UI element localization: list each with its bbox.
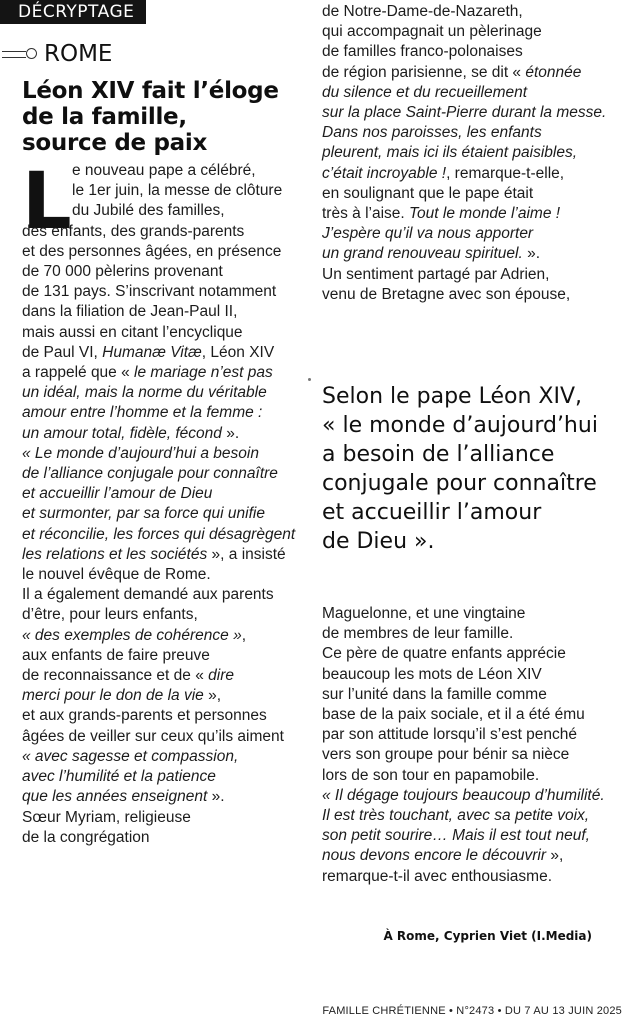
italic-run: étonnée <box>525 63 582 81</box>
headline-line: Léon XIV fait l’éloge <box>22 78 279 104</box>
text-line <box>22 747 312 767</box>
text-run: de Paul VI, <box>22 343 103 361</box>
drop-cap: L <box>22 157 72 247</box>
text-line <box>322 685 618 705</box>
text-run: de région parisienne, se dit « <box>322 63 526 81</box>
italic-run: amour entre l’homme et la femme : <box>22 404 263 422</box>
page-footer: FAMILLE CHRÉTIENNE • N°2473 • DU 7 AU 13 JUIN 2025 <box>322 1005 622 1017</box>
italic-run: Tout le monde l’aime ! <box>409 205 561 223</box>
text-line <box>322 244 618 264</box>
text-line <box>22 767 312 787</box>
text-line <box>322 826 618 846</box>
text-line <box>322 644 618 664</box>
text-line <box>322 63 618 83</box>
italic-run: « Le monde d’aujourd’hui a besoin <box>22 444 259 462</box>
text-line <box>322 204 618 224</box>
text-line <box>322 766 618 786</box>
pull-quote-line: a besoin de l’alliance <box>322 442 555 467</box>
headline-line: source de paix <box>22 130 208 156</box>
text-line <box>322 42 618 62</box>
text-line <box>22 464 312 484</box>
text-line <box>322 867 618 887</box>
text-run: dans la filiation de Jean-Paul II, <box>22 303 238 321</box>
byline: À Rome, Cyprien Viet (I.Media) <box>383 929 592 943</box>
italic-run: de l’alliance conjugale pour connaître <box>22 465 278 483</box>
italic-run: le mariage n’est pas <box>134 364 273 382</box>
italic-run: Humanæ Vitæ <box>102 343 202 361</box>
text-run: très à l’aise. <box>322 205 410 223</box>
text-run: remarque-t-il avec enthousiasme. <box>322 867 553 885</box>
text-run: qui accompagnait un pèlerinage <box>322 23 542 41</box>
text-run: lors de son tour en papamobile. <box>322 766 540 784</box>
text-run: âgées de veiller sur ceux qu’ils aiment <box>22 727 284 745</box>
pull-quote-line: de Dieu ». <box>322 529 435 554</box>
text-run: », a insisté <box>207 545 286 563</box>
text-run: sur l’unité dans la famille comme <box>322 685 547 703</box>
text-run: le 1er juin, la messe de clôture <box>72 182 283 200</box>
text-run: Un sentiment partagé par Adrien, <box>322 265 550 283</box>
text-line <box>22 424 312 444</box>
text-line <box>322 786 618 806</box>
pull-quote <box>322 382 618 556</box>
text-line <box>322 806 618 826</box>
italic-run: J’espère qu’il va nous apporter <box>322 225 534 243</box>
text-run: et aux grands-parents et personnes <box>22 707 267 725</box>
italic-run: c’était incroyable ! <box>322 164 447 182</box>
text-run: Sœur Myriam, religieuse <box>22 808 191 826</box>
pull-quote-line: « le monde d’aujourd’hui <box>322 413 598 438</box>
italic-run: et réconcilie, les forces qui désagrègent <box>22 525 296 543</box>
pull-quote-line: conjugale pour connaître <box>322 471 597 496</box>
italic-run: que les années enseignent <box>22 788 208 806</box>
text-run: », <box>203 687 222 705</box>
pull-quote-line: Selon le pape Léon XIV, <box>322 384 582 409</box>
text-run: ». <box>207 788 225 806</box>
text-line <box>22 706 312 726</box>
text-line <box>322 604 618 624</box>
text-line <box>22 787 312 807</box>
text-line <box>322 624 618 644</box>
text-line <box>22 727 312 747</box>
italic-run: avec l’humilité et la patience <box>22 768 216 786</box>
text-line <box>22 383 312 403</box>
text-run: base de la paix sociale, et il a été ému <box>322 706 585 724</box>
text-run: de la congrégation <box>22 828 150 846</box>
right-column-top <box>322 2 618 305</box>
text-line <box>22 626 312 646</box>
text-line <box>22 504 312 524</box>
italic-run: un amour total, fidèle, fécond <box>22 424 222 442</box>
text-run: aux enfants de faire preuve <box>22 646 210 664</box>
text-run: Ce père de quatre enfants apprécie <box>322 645 566 663</box>
text-run: , Léon XIV <box>201 343 275 361</box>
text-line <box>22 646 312 666</box>
text-run: d’être, pour leurs enfants, <box>22 606 198 624</box>
text-line <box>22 161 312 181</box>
text-run: par son attitude lorsqu’il s’est penché <box>322 726 578 744</box>
text-line <box>22 302 312 322</box>
text-run: , remarque-t-elle, <box>446 164 565 182</box>
text-line <box>22 201 312 221</box>
italic-run: « avec sagesse et compassion, <box>22 747 239 765</box>
text-run: de Notre-Dame-de-Nazareth, <box>322 3 523 20</box>
italic-run: Dans nos paroisses, les enfants <box>322 124 542 142</box>
italic-run: un grand renouveau spirituel. <box>322 245 523 263</box>
text-line <box>22 585 312 605</box>
text-line <box>322 745 618 765</box>
text-line <box>22 403 312 423</box>
section-tag: DÉCRYPTAGE <box>0 0 146 24</box>
text-run: de reconnaissance et de « <box>22 667 209 685</box>
text-line <box>322 123 618 143</box>
text-line <box>22 565 312 585</box>
text-line <box>322 143 618 163</box>
italic-run: pleurent, mais ici ils étaient paisibles, <box>322 144 578 162</box>
rubric-text: ROME <box>44 41 113 67</box>
text-run: du Jubilé des familles, <box>72 202 225 220</box>
italic-run: nous devons encore le découvrir <box>322 847 547 865</box>
italic-run: les relations et les sociétés <box>22 545 208 563</box>
text-line <box>322 705 618 725</box>
text-line <box>22 605 312 625</box>
text-line <box>22 363 312 383</box>
text-run: , <box>241 626 247 644</box>
text-line <box>22 444 312 464</box>
print-speck <box>308 378 311 381</box>
text-run: ». <box>522 245 541 263</box>
text-line <box>322 224 618 244</box>
text-run: de 131 pays. S’inscrivant notamment <box>22 283 277 301</box>
text-run: e nouveau pape a célébré, <box>72 162 256 179</box>
headline <box>22 78 322 156</box>
italic-run: et surmonter, par sa force qui unifie <box>22 505 265 523</box>
rubric-arrow-icon <box>2 47 38 61</box>
italic-run: dire <box>208 667 234 685</box>
text-line <box>322 665 618 685</box>
text-run: des enfants, des grands-parents <box>22 222 245 240</box>
text-line <box>322 103 618 123</box>
text-run: de membres de leur famille. <box>322 625 514 643</box>
text-line <box>322 2 618 22</box>
italic-run: Il est très touchant, avec sa petite voix, <box>322 807 590 825</box>
text-line <box>22 323 312 343</box>
text-line <box>322 265 618 285</box>
italic-run: un idéal, mais la norme du véritable <box>22 384 267 402</box>
italic-run: « Il dégage toujours beaucoup d’humilité. <box>322 786 605 804</box>
text-line <box>322 184 618 204</box>
text-run: a rappelé que « <box>22 364 135 382</box>
italic-run: du silence et du recueillement <box>322 83 528 101</box>
text-line <box>22 545 312 565</box>
rubric-label <box>2 40 112 68</box>
text-run: beaucoup les mots de Léon XIV <box>322 665 542 683</box>
headline-line: de la famille, <box>22 104 187 130</box>
left-column <box>22 157 312 848</box>
italic-run: son petit sourire… Mais il est tout neuf, <box>322 827 590 845</box>
text-line <box>22 343 312 363</box>
text-run: Maguelonne, et une vingtaine <box>322 605 526 622</box>
text-run: de 70 000 pèlerins provenant <box>22 263 223 281</box>
text-run: le nouvel évêque de Rome. <box>22 566 211 584</box>
text-line <box>22 282 312 302</box>
text-run: », <box>546 847 564 865</box>
text-run: mais aussi en citant l’encyclique <box>22 323 243 341</box>
text-line <box>22 181 312 201</box>
italic-run: « des exemples de cohérence » <box>22 626 242 644</box>
right-column-bottom <box>322 604 618 887</box>
text-run: venu de Bretagne avec son épouse, <box>322 285 571 303</box>
text-line <box>22 484 312 504</box>
text-run: en soulignant que le pape était <box>322 184 534 202</box>
pull-quote-line: et accueillir l’amour <box>322 500 542 525</box>
text-run: ». <box>221 424 240 442</box>
text-line <box>322 164 618 184</box>
text-line <box>22 808 312 828</box>
text-line <box>22 686 312 706</box>
text-line <box>322 285 618 305</box>
text-line <box>322 22 618 42</box>
text-run: vers son groupe pour bénir sa nièce <box>322 746 570 764</box>
text-run: de familles franco-polonaises <box>322 43 523 61</box>
italic-run: sur la place Saint-Pierre durant la messe. <box>322 104 607 122</box>
italic-run: et accueillir l’amour de Dieu <box>22 485 213 503</box>
text-line <box>322 83 618 103</box>
text-line <box>322 725 618 745</box>
italic-run: merci pour le don de la vie <box>22 687 204 705</box>
text-run: Il a également demandé aux parents <box>22 586 274 604</box>
text-line <box>322 846 618 866</box>
text-line <box>22 262 312 282</box>
text-line <box>22 666 312 686</box>
text-run: et des personnes âgées, en présence <box>22 242 282 260</box>
text-line <box>22 525 312 545</box>
text-line <box>22 242 312 262</box>
text-line <box>22 222 312 242</box>
text-line <box>22 828 312 848</box>
